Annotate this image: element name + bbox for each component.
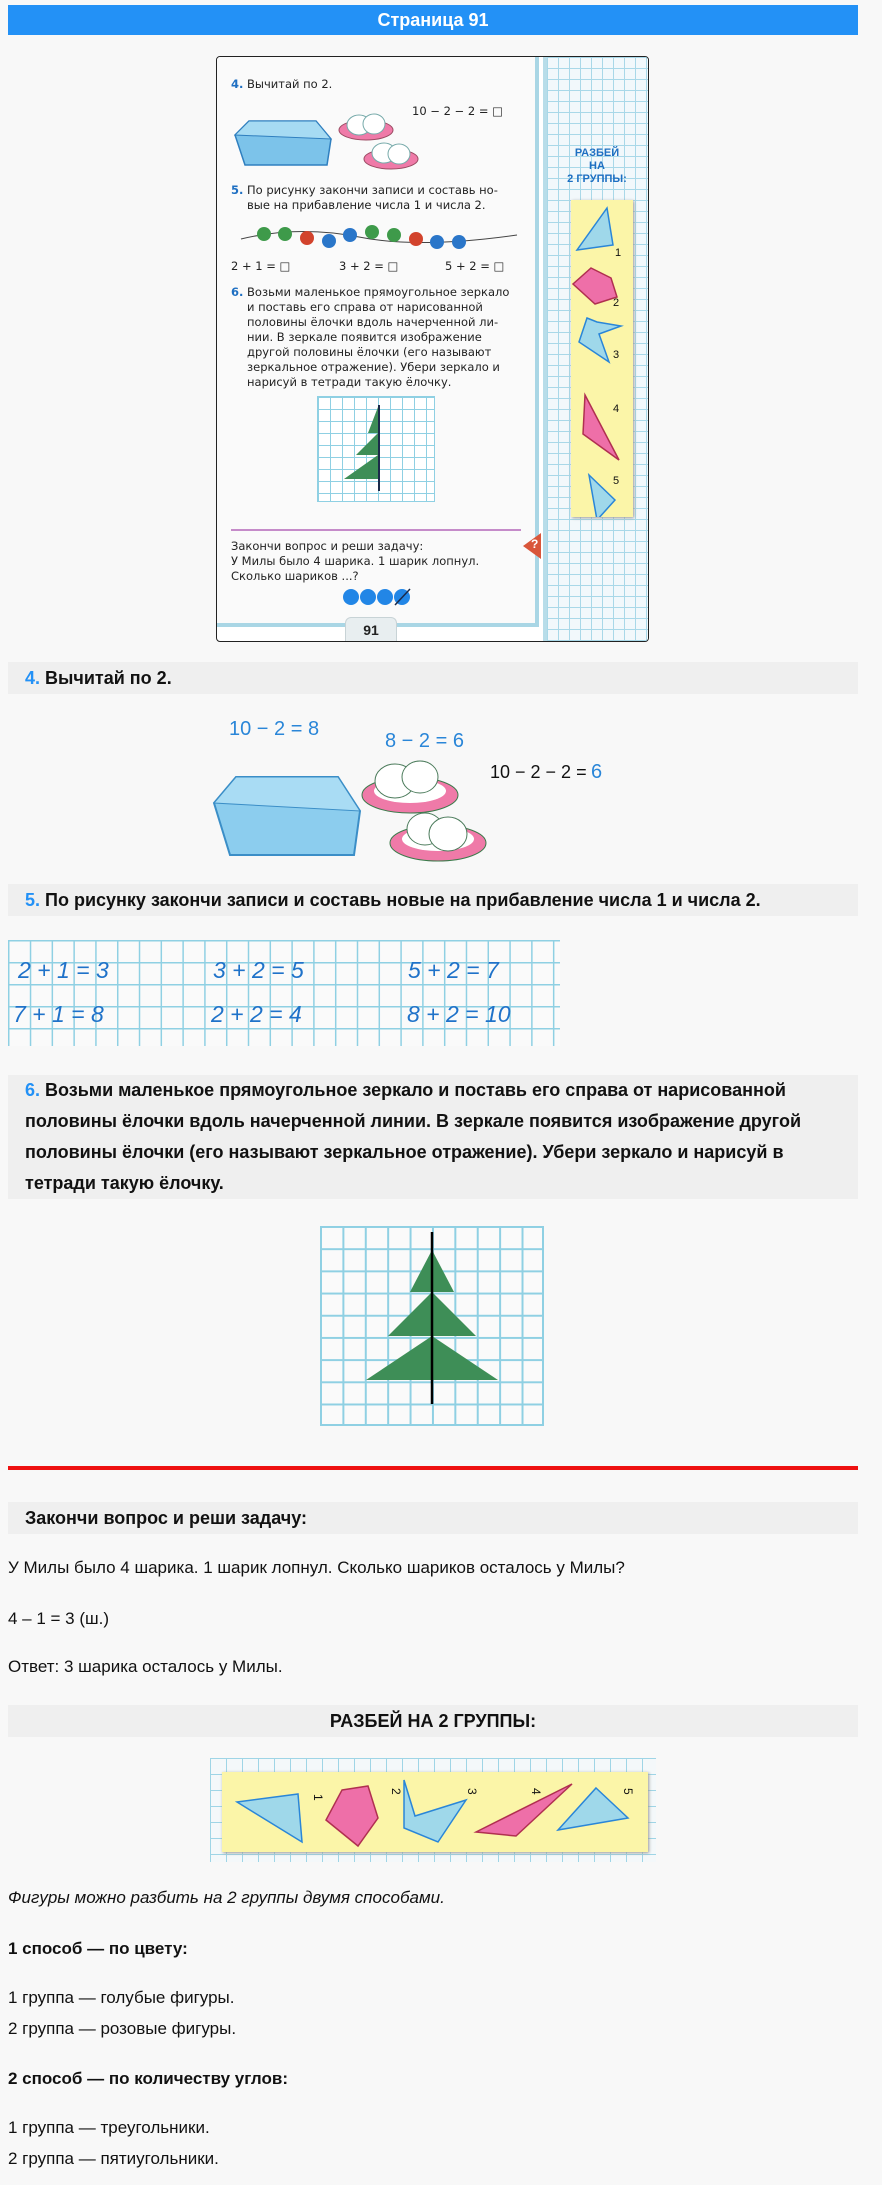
task4-equation: 10 − 2 − 2 = 6	[490, 761, 603, 783]
section-divider	[8, 1466, 858, 1470]
shapes-horizontal-icon	[222, 1772, 648, 1852]
textbook-side-column	[543, 57, 649, 642]
shape-label: 2	[389, 1788, 403, 1795]
way1-group1: 1 группа — голубые фигуры.	[8, 1988, 235, 2007]
way2-group2: 2 группа — пятиугольники.	[8, 2149, 219, 2168]
shapes-strip	[571, 200, 633, 517]
shapes-vertical-icon	[571, 200, 633, 517]
shape-label: 4	[529, 1788, 543, 1795]
eggs-illustration	[210, 755, 510, 865]
beads-illustration	[239, 217, 519, 253]
groups-intro: Фигуры можно разбить на 2 группы двумя способами.	[8, 1888, 445, 1907]
textbook-task4-equation: 10 − 2 − 2 = □	[412, 104, 503, 118]
puzzle-answer: Ответ: 3 шарика осталось у Милы.	[8, 1657, 283, 1676]
shape-label: 4	[613, 403, 620, 415]
textbook-task5-eq3: 5 + 2 = □	[445, 259, 505, 273]
textbook-left-column	[217, 57, 539, 638]
textbook-task5-text: 5. По рисунку закончи записи и составь но- вые на прибавление числа 1 и числа 2.	[231, 183, 498, 212]
puzzle-solution: 4 – 1 = 3 (ш.)	[8, 1609, 110, 1628]
page-title: Страница 91	[8, 5, 858, 35]
task4-heading: 4. Вычитай по 2.	[8, 662, 858, 694]
puzzle-heading: Закончи вопрос и реши задачу:	[8, 1502, 858, 1534]
textbook-page-number: 91	[345, 617, 397, 642]
half-tree-icon	[318, 397, 436, 503]
balloons-icon	[342, 587, 414, 607]
task5-answer: 3 + 2 = 5	[213, 957, 304, 983]
task4-answer: 6	[591, 761, 603, 783]
way2-title: 2 способ — по количеству углов:	[8, 2069, 288, 2088]
task6-tree-grid	[320, 1226, 544, 1426]
task5-heading: 5. По рисунку закончи записи и составь новые на прибавление числа 1 и числа 2.	[8, 884, 858, 916]
shape-label: 5	[621, 1788, 635, 1795]
egg-carton-illustration	[231, 105, 421, 175]
shape-label: 5	[613, 475, 620, 487]
question-mark-label: ?	[531, 537, 539, 551]
shapes-strip-horizontal	[222, 1772, 648, 1852]
shape-label: 1	[311, 1794, 325, 1801]
textbook-puzzle-text: Закончи вопрос и реши задачу: У Милы было 4 шарика. 1 шарик лопнул. Сколько шариков ...?	[231, 539, 480, 583]
shape-label: 3	[613, 349, 620, 361]
side-title: РАЗБЕЙ НА 2 ГРУППЫ:	[567, 147, 627, 185]
textbook-task5-eq2: 3 + 2 = □	[339, 259, 399, 273]
task4-step2: 8 − 2 = 6	[385, 730, 464, 752]
shape-label: 2	[613, 297, 620, 309]
textbook-page-image	[216, 56, 649, 642]
task5-answer: 5 + 2 = 7	[408, 957, 499, 983]
textbook-divider	[231, 529, 521, 531]
groups-heading: РАЗБЕЙ НА 2 ГРУППЫ:	[8, 1705, 858, 1737]
puzzle-question: У Милы было 4 шарика. 1 шарик лопнул. Сколько шариков осталось у Милы?	[8, 1558, 625, 1577]
way1-title: 1 способ — по цвету:	[8, 1939, 188, 1958]
groups-shapes-image	[210, 1758, 656, 1862]
textbook-tree-grid	[317, 396, 435, 502]
task5-answer: 8 + 2 = 10	[407, 1001, 511, 1027]
task5-answer: 2 + 2 = 4	[211, 1001, 302, 1027]
full-tree-icon	[320, 1226, 544, 1426]
task5-answer: 7 + 1 = 8	[13, 1001, 104, 1027]
way1-group2: 2 группа — розовые фигуры.	[8, 2019, 237, 2038]
textbook-task4-heading: 4. Вычитай по 2.	[231, 77, 333, 91]
textbook-task5-eq1: 2 + 1 = □	[231, 259, 291, 273]
task4-step1: 10 − 2 = 8	[229, 718, 320, 740]
shape-label: 3	[465, 1788, 479, 1795]
way2-group1: 1 группа — треугольники.	[8, 2118, 210, 2137]
textbook-task6-text: 6. Возьми маленькое прямоугольное зеркало и поставь его справа от нарисованной половины ёлочки вдоль начерченной ли- нии. В зеркале появится изображение другой половины ёлочки (его называют зеркальное отражение). Убери зеркало и нарисуй в тетради такую ёлочку.	[231, 285, 510, 389]
shape-label: 1	[615, 247, 622, 259]
task5-notebook-grid	[8, 940, 560, 1046]
task5-answer: 2 + 1 = 3	[18, 957, 109, 983]
task6-heading: 6. Возьми маленькое прямоугольное зеркало и поставь его справа от нарисованной половины ёлочки вдоль начерченной линии. В зеркале появится изображение другой половины ёлочки (его называют зеркальное отражение). Убери зеркало и нарисуй в тетради такую ёлочку.	[8, 1075, 858, 1199]
